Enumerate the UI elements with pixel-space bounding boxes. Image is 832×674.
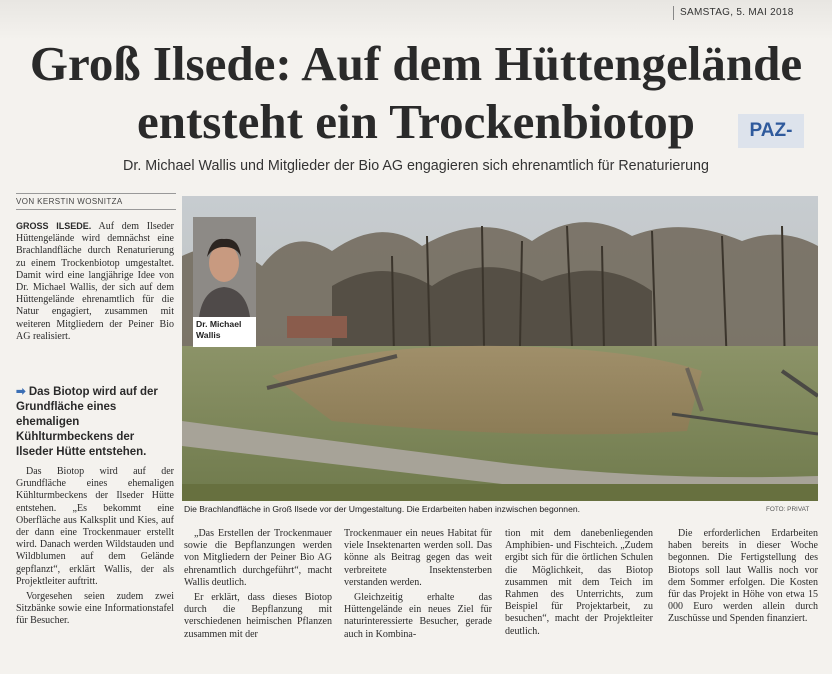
photo-caption: Die Brachlandfläche in Groß Ilsede vor der Umgestaltung. Die Erdarbeiten haben inzwischen begonnen. (184, 504, 581, 514)
column-4-paragraph-1: tion mit dem danebenliegenden Amphibien- und Fischteich. „Zudem ergibt sich für die örtlichen Schulen die Möglichkeit, das Biotop zusammen mit dem Teich im Rahmen des Unterrichts, zum Beispiel für Projektarbeit, zu besuchen“, macht der Projektleiter deutlich. (505, 528, 653, 637)
subheadline: Dr. Michael Wallis und Mitglieder der Bio AG engagieren sich ehrenamtlich für Renaturierung (123, 158, 709, 174)
column-1-paragraph-1: Das Biotop wird auf der Grundfläche eines ehemaligen Kühlturmbeckens der Ilseder Hütte entstehen. „Es bekommt eine Oberfläche aus Kalksplit und Kies, auf der dann eine Trockenmauer erstellt wird. Danach werden Wildstauden und Wildblumen auf dem Gelände gepflanzt“, erklärt Wallis, der als Projektleiter auftritt. (16, 466, 174, 587)
column-1 (16, 466, 174, 631)
paz-logo: PAZ- (738, 114, 804, 148)
teaser-text: Das Biotop wird auf der Grundfläche eines ehemaligen Kühlturmbeckens der Ilseder Hütte entstehen. (16, 386, 158, 458)
byline: VON KERSTIN WOSNITZA (16, 193, 176, 210)
teaser-box (16, 385, 174, 460)
intro-text: Auf dem Ilseder Hüttengelände wird demnächst eine Brachlandfläche durch Renaturierung zu einem Trockenbiotop umgestaltet. Damit wird eine langjährige Idee von Dr. Michael Wallis, der sich auf dem Hüttengelände ehrenamtlich für die Natur engagiert, zusammen mit weiteren Mitgliedern der Peiner Bio AG realisiert. (16, 221, 174, 342)
dateline: SAMSTAG, 5. MAI 2018 (673, 6, 794, 20)
column-2-paragraph-1: „Das Erstellen der Trockenmauer sowie die Bepflanzungen werden von Mitgliedern der Peiner Bio AG ehrenamtlich durchgeführt“, macht Wallis deutlich. (184, 528, 332, 588)
column-3 (344, 528, 492, 644)
column-5 (668, 528, 818, 629)
column-2 (184, 528, 332, 644)
headline-line-2: entsteht ein Trockenbiotop (136, 94, 696, 149)
column-1-paragraph-2: Vorgesehen seien zudem zwei Sitzbänke sowie eine Informationstafel für Besucher. (16, 591, 174, 627)
main-photo (182, 196, 818, 501)
portrait-box (193, 217, 256, 347)
column-5-paragraph-1: Die erforderlichen Erdarbeiten haben bereits in dieser Woche begonnen. Die Fertigstellung des Biotops soll laut Wallis noch vor dem Sommer erfolgen. Die Kosten für das Projekt in Höhe von etwa 15 000 Euro werden allein durch Zuschüsse und Spenden finanziert. (668, 528, 818, 625)
column-3-paragraph-1: Trockenmauer ein neues Habitat für viele Insektenarten werden soll. Das könne als Beitrag gegen das weit verbreitete Insektensterben verstanden werden. (344, 528, 492, 588)
portrait-photo (193, 217, 256, 317)
photo-credit: FOTO: PRIVAT (766, 506, 810, 513)
dateline-lead: GROSS ILSEDE. (16, 221, 92, 231)
column-2-paragraph-2: Er erklärt, dass dieses Biotop durch die Bepflanzung mit verschiedenen heimischen Pflanzen zusammen mit der (184, 592, 332, 640)
column-4 (505, 528, 653, 641)
intro-paragraph (16, 220, 174, 346)
portrait-label: Dr. Michael Wallis (196, 319, 242, 340)
column-3-paragraph-2: Gleichzeitig erhalte das Hüttengelände ein neues Ziel für naturinteressierte Besucher, gerade auch in Kombina- (344, 592, 492, 640)
headline-line-1: Groß Ilsede: Auf dem Hüttengelände (29, 36, 803, 91)
brachland-photo-illustration (182, 196, 818, 501)
arrow-right-icon: ➡ (16, 386, 26, 398)
